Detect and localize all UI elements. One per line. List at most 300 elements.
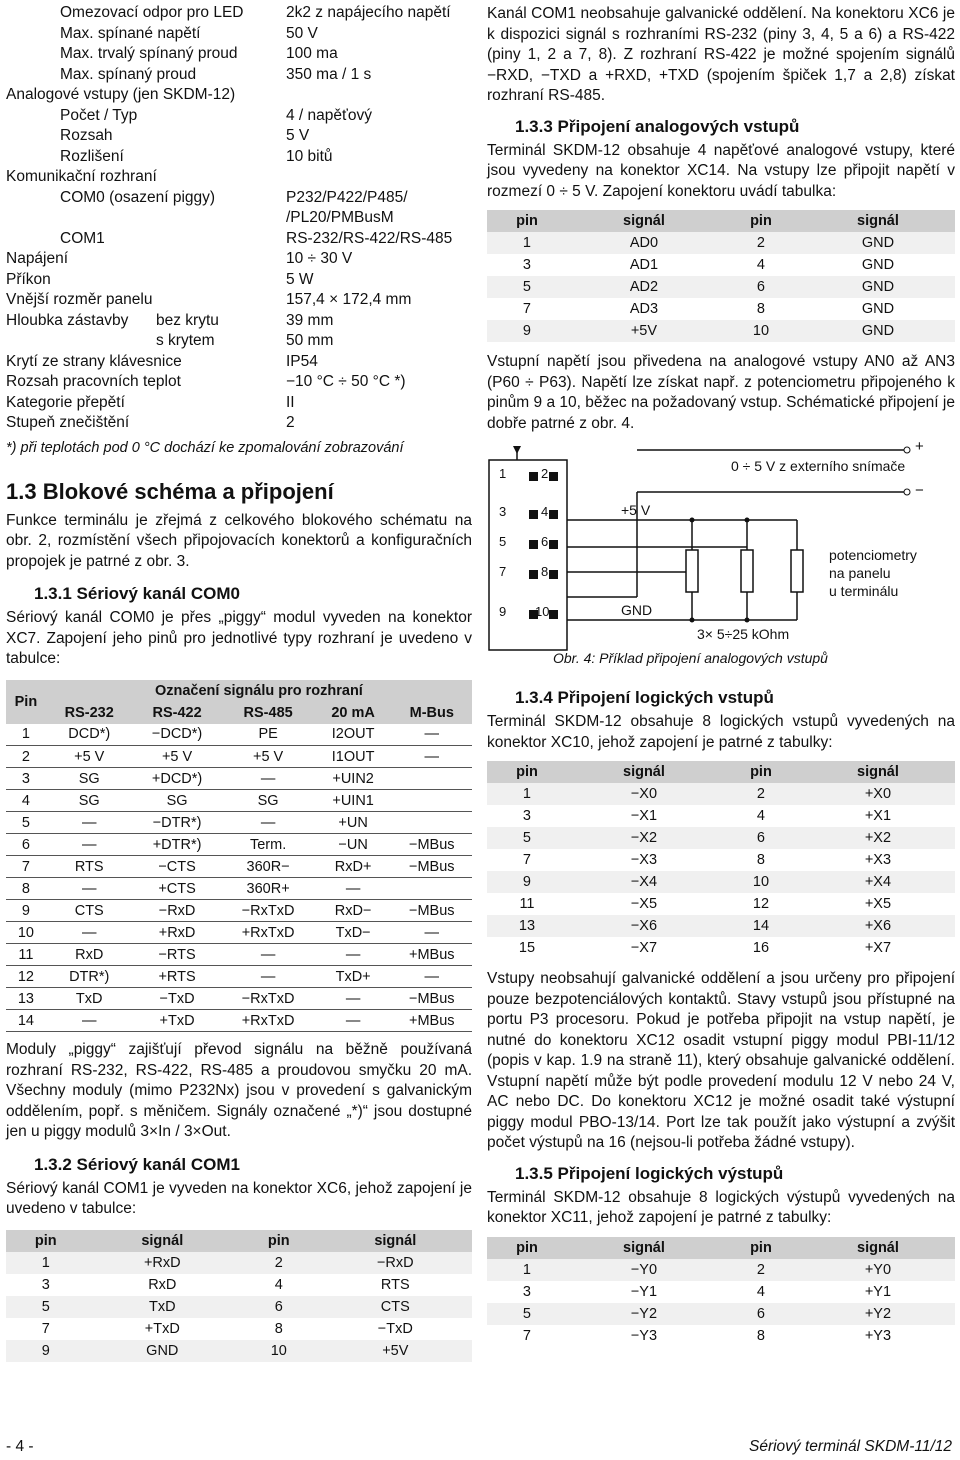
com0-table	[6, 680, 472, 1033]
table-row	[6, 922, 472, 944]
table-cell: +DCD*)	[133, 768, 222, 790]
table-cell: —	[46, 922, 133, 944]
page-number: - 4 -	[6, 1438, 34, 1455]
table-cell: SG	[46, 790, 133, 812]
table-cell: −MBus	[392, 856, 472, 878]
table-cell: 7	[522, 852, 531, 868]
pin-label: 8	[541, 564, 549, 579]
gnd-label: GND	[621, 602, 653, 618]
table-cell: +RxTxD	[222, 922, 315, 944]
table-row	[6, 856, 472, 878]
table-cell: 11	[519, 896, 535, 912]
section-1-3-1-title: 1.3.1 Sériový kanál COM0	[34, 584, 240, 603]
table-cell: +X7	[864, 940, 892, 956]
column-header: pin	[239, 1230, 319, 1252]
spec-row	[6, 66, 472, 87]
spec-row	[6, 86, 472, 107]
spec-row	[6, 353, 472, 374]
table-row	[6, 790, 472, 812]
table-cell: TxD	[86, 1296, 239, 1318]
table-cell: RTS	[46, 856, 133, 878]
table-cell: 1	[6, 724, 46, 746]
table-cell: 9	[487, 871, 567, 893]
table-cell	[392, 768, 472, 790]
table-cell: +Y2	[801, 1303, 955, 1325]
spec-footnote: *) při teplotách pod 0 °C dochází ke zpomalování zobrazování	[6, 439, 404, 456]
spec-label: COM1	[60, 229, 105, 247]
spec-value: −10 °C ÷ 50 °C *)	[286, 373, 406, 390]
spec-row	[6, 230, 472, 251]
spec-label: Komunikační rozhraní	[6, 168, 157, 185]
pin-label: 10	[535, 604, 550, 619]
table-cell	[392, 878, 472, 900]
table-cell: 7	[522, 301, 531, 317]
table-cell: 5	[6, 1296, 86, 1318]
spec-row	[6, 25, 472, 46]
table-header-row	[487, 761, 955, 783]
table-row	[6, 812, 472, 834]
left-column	[6, 0, 472, 1362]
table-cell: −UN	[315, 834, 392, 856]
section-1-3-4-text: Terminál SKDM-12 obsahuje 8 logických vstupů vyvedených na konektor XC10, jehož zapojení je patrné z tabulky:	[487, 713, 955, 751]
minus-label: −	[915, 482, 924, 499]
table-cell: 4	[756, 257, 765, 273]
table-cell: 5	[487, 1303, 567, 1325]
table-cell: CTS	[46, 900, 133, 922]
table-cell: —	[46, 812, 133, 834]
com1-text: Kanál COM1 neobsahuje galvanické oddělení. Na konektoru XC6 je k dispozici signál s rozhraními RS-232 (piny 3, 4, 5 a 6) a RS-422 (piny 1, 2 a 7, 8). Z rozhraní RS-422 je možné spojením signálů −RXD, −TXD a +RXD, +TXD (spojením špiček 1,7 a 2,8) získat rozhraní RS-485.	[487, 5, 955, 104]
table-row	[487, 849, 955, 871]
spec-value: 5 W	[286, 270, 314, 288]
table-cell: 7	[41, 1320, 50, 1337]
table-cell: −MBus	[392, 988, 472, 1010]
table-row	[6, 834, 472, 856]
spec-row	[6, 414, 472, 435]
table-cell: −DCD*)	[133, 724, 222, 746]
pin-label: 7	[499, 564, 507, 579]
table-cell: 8	[756, 301, 765, 317]
spec-sublabel: bez krytu	[156, 311, 219, 329]
column-header: pin	[721, 761, 801, 783]
table-cell: −RTS	[133, 944, 222, 966]
table-row	[487, 915, 955, 937]
table-cell: 8	[756, 1327, 765, 1344]
spec-value: 2	[286, 414, 295, 431]
table-row	[6, 1296, 472, 1318]
table-cell: +MBus	[392, 1010, 472, 1032]
column-header: pin	[487, 210, 567, 232]
table-cell: AD1	[629, 257, 659, 273]
table-row	[6, 988, 472, 1010]
table-row	[6, 900, 472, 922]
spec-value: II	[286, 393, 295, 411]
pin-label: 2	[541, 466, 549, 481]
table-cell: 14	[6, 1010, 46, 1032]
table-cell: DTR*)	[46, 966, 133, 988]
column-header: signál	[319, 1230, 472, 1252]
table-cell: +TxD	[133, 1010, 222, 1032]
spec-value: /PL20/PMBusM	[286, 209, 394, 226]
table-cell: −CTS	[133, 856, 222, 878]
table-row	[487, 232, 955, 254]
table-row	[487, 827, 955, 849]
table-row	[6, 944, 472, 966]
column-header: signál	[801, 1237, 955, 1259]
com1-table	[6, 1230, 472, 1362]
table-cell: +TxD	[144, 1320, 180, 1337]
table-cell: —	[315, 1010, 392, 1032]
table-cell: −Y2	[567, 1303, 721, 1325]
table-cell: −Y0	[567, 1259, 721, 1281]
spec-value: 157,4 × 172,4 mm	[286, 291, 412, 308]
table-cell: +UIN2	[315, 768, 392, 790]
table-cell: +Y1	[864, 1283, 892, 1300]
table-cell: —	[222, 768, 315, 790]
potentiometer-label	[829, 546, 917, 600]
section-1-3-3-title: 1.3.3 Připojení analogových vstupů	[515, 116, 800, 136]
table-row	[6, 746, 472, 768]
spec-row	[6, 148, 472, 169]
pin-label: 1	[499, 466, 507, 481]
resistor-label: 3× 5÷25 kOhm	[697, 626, 790, 642]
pin-label: 9	[499, 604, 507, 619]
table-cell: +MBus	[392, 944, 472, 966]
spec-value: P232/P422/P485/	[286, 188, 408, 206]
table-cell: —	[46, 834, 133, 856]
table-cell: SG	[133, 790, 222, 812]
pin-label: 3	[499, 504, 507, 519]
table-cell: 9	[487, 320, 567, 342]
spec-value: 100 ma	[286, 45, 338, 62]
spec-label: Stupeň znečištění	[6, 414, 130, 431]
column-header: signál	[567, 761, 721, 783]
table-cell: +RTS	[133, 966, 222, 988]
table-cell: 14	[721, 915, 801, 937]
table-row	[6, 878, 472, 900]
table-cell: 1	[6, 1252, 86, 1274]
table-row	[487, 783, 955, 805]
table-row	[487, 937, 955, 959]
table-cell: 4	[756, 1283, 765, 1300]
table-cell: +UN	[315, 812, 392, 834]
table-cell: −RxTxD	[222, 900, 315, 922]
table-cell: +CTS	[133, 878, 222, 900]
table-cell: 11	[6, 944, 46, 966]
table-cell: 6	[721, 276, 801, 298]
table-row	[487, 320, 955, 342]
table-cell: —	[392, 724, 472, 746]
table-cell: +5V	[319, 1340, 472, 1362]
column-header: RS-485	[222, 702, 315, 724]
column-header: signál	[567, 210, 721, 232]
table-cell: 16	[752, 940, 770, 956]
table-cell: 6	[721, 1303, 801, 1325]
table-cell: 10	[6, 922, 46, 944]
table-cell: −X3	[630, 852, 658, 868]
table-cell: −TxD	[133, 988, 222, 1010]
table-cell: 4	[274, 1276, 283, 1293]
table-cell: I1OUT	[315, 746, 392, 768]
table-cell: 12	[752, 896, 770, 912]
spec-value: 5 V	[286, 127, 310, 144]
table-row	[6, 1340, 472, 1362]
table-row	[487, 298, 955, 320]
spec-label: Rozsah	[60, 127, 113, 144]
table-cell: −X4	[567, 871, 721, 893]
spec-row	[6, 271, 472, 292]
table-cell: RxD−	[315, 900, 392, 922]
spec-label: Max. trvalý spínaný proud	[60, 45, 238, 62]
table-row	[6, 966, 472, 988]
spec-row	[6, 373, 472, 394]
connector-box	[489, 460, 567, 650]
pin-label: 4	[541, 504, 549, 519]
table-cell: 5	[6, 812, 46, 834]
table-cell: +X6	[801, 915, 955, 937]
table-cell: −Y3	[630, 1327, 658, 1344]
table-cell: RxD+	[315, 856, 392, 878]
spec-list	[6, 4, 472, 435]
table-cell: TxD−	[315, 922, 392, 944]
section-1-3-3-text2: Vstupní napětí jsou přivedena na analogové vstupy AN0 až AN3 (P60 ÷ P63). Napětí lze získat např. z potenciometru připojeného k pinům 9 a 10, běžec na požadovaný vstup. Schématické připojení je dobře patrné z obr. 4.	[487, 353, 955, 432]
table-cell: —	[392, 922, 472, 944]
table-cell: PE	[222, 724, 315, 746]
table-cell: RxD	[46, 944, 133, 966]
arrow-icon	[513, 446, 521, 454]
table-row	[6, 1252, 472, 1274]
table-cell: −X0	[567, 783, 721, 805]
table-cell	[392, 790, 472, 812]
spec-label: Napájení	[6, 250, 69, 267]
table-cell: GND	[861, 301, 895, 317]
table-cell: 13	[487, 915, 567, 937]
table-cell: 10	[239, 1340, 319, 1362]
section-1-3-2-text: Sériový kanál COM1 je vyveden na konektor XC6, jehož zapojení je uvedeno v tabulce:	[6, 1179, 472, 1217]
table-cell: GND	[801, 276, 955, 298]
table-cell: +X2	[801, 827, 955, 849]
spec-row	[6, 45, 472, 66]
table-cell: 3	[522, 1283, 531, 1300]
table-cell: 4	[756, 808, 765, 824]
pot-line: u terminálu	[829, 583, 899, 599]
table-cell: −X2	[567, 827, 721, 849]
table-cell: 10	[721, 871, 801, 893]
spec-row	[6, 209, 472, 230]
table-cell: —	[392, 966, 472, 988]
table-cell: CTS	[319, 1296, 472, 1318]
table-cell: —	[315, 944, 392, 966]
column-header: RS-232	[46, 702, 133, 724]
potentiometer-3	[791, 550, 803, 592]
section-1-3-4-text2: Vstupy neobsahují galvanické oddělení a jsou určeny pro připojení pouze bezpotenciálových kontaktů. Stavy vstupů jsou přístupné na portu P3 procesoru. Pokud je potřeba připojit na vstup napětí, je nutné do konektoru XC12 osadit vstupní piggy modul PBI-11/12 (popis v kap. 1.9 na straně 11), který obsahuje galvanické oddělení. Vstupní napětí může být podle provedení modulu 12 V nebo 24 V, AC nebo DC. Do konektoru XC12 je možné osadit také výstupní piggy modul PBO-13/14. Port lze tak použít jako výstupní a zvýšit počet výstupů na 16 (nejsou-li potřeba žádné vstupy).	[487, 970, 955, 1151]
spec-label: Kategorie přepětí	[6, 393, 125, 411]
table-cell: I2OUT	[315, 724, 392, 746]
spec-value: RS-232/RS-422/RS-485	[286, 229, 453, 247]
table-cell: 8	[6, 878, 46, 900]
spec-label: Max. spínané napětí	[60, 24, 201, 42]
spec-label: Max. spínaný proud	[60, 65, 197, 83]
table-cell: AD0	[567, 232, 721, 254]
figure-4	[487, 438, 955, 674]
table-cell: 6	[239, 1296, 319, 1318]
table-cell: 1	[487, 1259, 567, 1281]
table-header-row	[487, 210, 955, 232]
spec-value: 39 mm	[286, 311, 334, 329]
table-cell: 2	[721, 1259, 801, 1281]
table-cell: +RxTxD	[222, 1010, 315, 1032]
table-cell: +X1	[864, 808, 892, 824]
vcc-label: +5 V	[621, 502, 651, 518]
table-cell: —	[46, 878, 133, 900]
table-cell: 13	[6, 988, 46, 1010]
table-cell: 8	[756, 852, 765, 868]
section-1-3-text: Funkce terminálu je zřejmá z celkového blokového schématu na obr. 2, rozmístění všech připojovacích konektorů a konfiguračních propojek je patrné z obr. 3.	[6, 511, 472, 570]
table-cell: +Y0	[801, 1259, 955, 1281]
spec-row	[6, 4, 472, 25]
section-1-3-1-text2: Moduly „piggy“ zajišťují převod signálu na běžně používaná rozhraní RS-232, RS-422, RS-485 a proudovou smyčku 20 mA. Všechny moduly (mimo P232Nx) jsou v provedení s galvanickým oddělením, popř. s měničem. Signály označené „*)“ jsou dostupné jen u piggy modulů 3×In / 3×Out.	[6, 1041, 472, 1140]
table-cell: —	[46, 1010, 133, 1032]
section-1-3-5-text: Terminál SKDM-12 obsahuje 8 logických výstupů vyvedených na konektor XC11, jehož zapojení je patrné z tabulky:	[487, 1188, 955, 1226]
table-cell: +5V	[567, 320, 721, 342]
table-row	[6, 768, 472, 790]
table-row	[487, 893, 955, 915]
logic-outputs-table	[487, 1237, 955, 1347]
table-cell: AD3	[629, 301, 659, 317]
table-cell: —	[222, 966, 315, 988]
table-cell: 2	[721, 232, 801, 254]
spec-label: Příkon	[6, 270, 51, 288]
spec-row	[6, 250, 472, 271]
figure-caption: Obr. 4: Příklad připojení analogových vstupů	[553, 650, 828, 666]
potentiometer-2	[741, 550, 753, 592]
table-cell: —	[222, 812, 315, 834]
table-header-row	[487, 1237, 955, 1259]
table-cell	[392, 812, 472, 834]
table-cell: 9	[6, 900, 46, 922]
spec-label: Rozsah pracovních teplot	[6, 373, 181, 390]
section-1-3-2-title: 1.3.2 Sériový kanál COM1	[34, 1154, 240, 1174]
table-cell: 360R+	[222, 878, 315, 900]
spec-label: Hloubka zástavby	[6, 311, 129, 329]
section-1-3-5-title: 1.3.5 Připojení logických výstupů	[515, 1163, 784, 1183]
column-header: pin	[487, 1237, 567, 1259]
table-cell: 4	[6, 790, 46, 812]
table-cell: 6	[721, 827, 801, 849]
spec-value: 50 mm	[286, 332, 334, 349]
table-cell: —	[392, 746, 472, 768]
table-cell: 1	[487, 783, 567, 805]
spec-value: 350 ma / 1 s	[286, 65, 372, 83]
table-cell: —	[315, 988, 392, 1010]
table-cell: SG	[46, 768, 133, 790]
table-cell: RxD	[148, 1276, 177, 1293]
spec-value: 10 ÷ 30 V	[286, 250, 353, 267]
table-row	[487, 1325, 955, 1347]
section-1-3-title: 1.3 Blokové schéma a připojení	[6, 478, 334, 504]
spec-value: IP54	[286, 352, 318, 370]
spec-row	[6, 107, 472, 128]
table-row	[487, 805, 955, 827]
table-cell: +RxD	[133, 922, 222, 944]
table-cell: −RxD	[319, 1252, 472, 1274]
table-cell: +X0	[801, 783, 955, 805]
table-cell: 2	[239, 1252, 319, 1274]
table-cell: +5 V	[222, 746, 315, 768]
table-row	[487, 1303, 955, 1325]
plus-label: +	[915, 438, 924, 455]
table-cell: GND	[801, 232, 955, 254]
table-cell: 15	[518, 940, 536, 956]
spec-row	[6, 394, 472, 415]
table-cell: 2	[6, 746, 46, 768]
table-cell: −TxD	[377, 1320, 413, 1337]
table-cell: 1	[487, 232, 567, 254]
spec-value: 50 V	[286, 24, 318, 42]
table-cell: −RxTxD	[222, 988, 315, 1010]
table-cell: TxD+	[315, 966, 392, 988]
table-cell: +X4	[801, 871, 955, 893]
ext-sensor-label: 0 ÷ 5 V z externího snímače	[731, 458, 906, 474]
table-cell: −MBus	[392, 834, 472, 856]
table-cell: +X3	[864, 852, 892, 868]
table-row	[487, 1259, 955, 1281]
table-cell: +UIN1	[315, 790, 392, 812]
spec-label: Krytí ze strany klávesnice	[6, 352, 182, 370]
spec-label: Vnější rozměr panelu	[6, 291, 153, 308]
table-cell: −MBus	[392, 900, 472, 922]
table-row	[487, 871, 955, 893]
table-cell: 8	[274, 1320, 283, 1337]
table-cell: −RxD	[133, 900, 222, 922]
table-row	[487, 276, 955, 298]
column-header: pin	[721, 1237, 801, 1259]
pin-label: 6	[541, 534, 549, 549]
column-header: signál	[801, 210, 955, 232]
table-cell: +X5	[864, 896, 892, 912]
spec-label: Omezovací odpor pro LED	[60, 4, 244, 21]
section-1-3-4-title: 1.3.4 Připojení logických vstupů	[515, 688, 774, 707]
pot-line: na panelu	[829, 565, 891, 581]
column-header: M-Bus	[392, 702, 472, 724]
spec-row	[6, 189, 472, 210]
spec-value: 10 bitů	[286, 147, 333, 165]
table-cell: −X5	[630, 896, 658, 912]
table-cell: +Y3	[864, 1327, 892, 1344]
column-header: RS-422	[133, 702, 222, 724]
column-header: signál	[801, 761, 955, 783]
column-header: signál	[86, 1230, 239, 1252]
table-cell: +5 V	[133, 746, 222, 768]
section-1-3-3-text: Terminál SKDM-12 obsahuje 4 napěťové analogové vstupy, které jsou vyvedeny na konektor XC14. Na vstupy lze připojit napětí v rozmezí 0 ÷ 5 V. Zapojení konektoru uvádí tabulka:	[487, 141, 955, 200]
table-cell: 3	[6, 768, 46, 790]
table-cell: 2	[721, 783, 801, 805]
table-row	[6, 1318, 472, 1340]
table-cell: 12	[6, 966, 46, 988]
section-1-3-1-text: Sériový kanál COM0 je přes „piggy“ modul vyveden na konektor XC7. Zapojení jeho pinů pro jednotlivé typy rozhraní je uvedeno v tabulce:	[6, 609, 472, 667]
spec-label: Analogové vstupy (jen SKDM-12)	[6, 86, 236, 103]
table-cell: 7	[6, 856, 46, 878]
table-cell: GND	[861, 257, 895, 273]
table-cell: 5	[487, 827, 567, 849]
table-cell: −DTR*)	[133, 812, 222, 834]
table-cell: 10	[721, 320, 801, 342]
spec-value: 2k2 z napájecího napětí	[286, 4, 451, 21]
table-cell: 9	[6, 1340, 86, 1362]
table-cell: AD2	[567, 276, 721, 298]
potentiometer-1	[686, 550, 698, 592]
table-cell: −X1	[630, 808, 658, 824]
footer-title: Sériový terminál SKDM-11/12	[748, 1438, 952, 1455]
